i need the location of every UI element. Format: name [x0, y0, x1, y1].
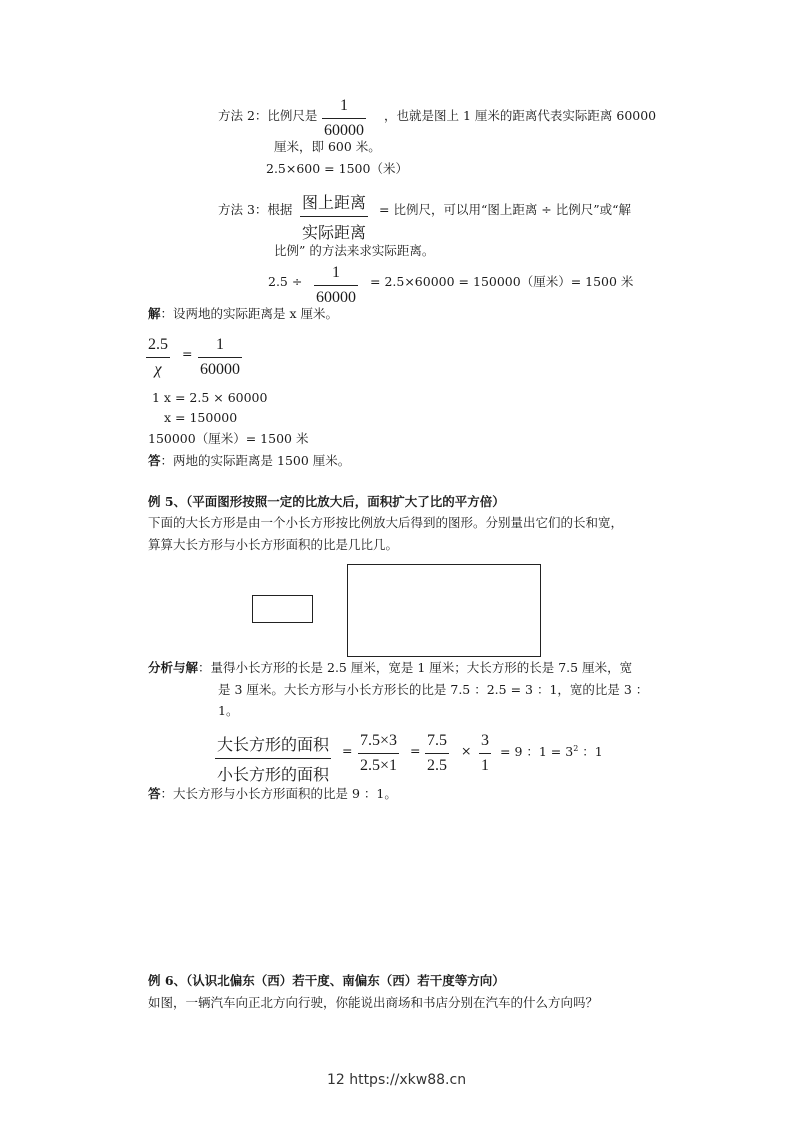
answer-text: ：大长方形与小长方形面积的比是 9 ：1。: [160, 786, 397, 801]
fraction-denominator: 60000: [324, 122, 364, 139]
fraction-numerator: 3: [479, 732, 491, 754]
analysis-text-1: ：量得小长方形的长是 2.5 厘米，宽是 1 厘米；大长方形的长是 7.5 厘米，宽: [198, 660, 633, 675]
equals-sign-1: =: [342, 743, 353, 758]
method2-continuation: 厘米，即 600 米。: [274, 139, 381, 154]
fraction-denominator: 60000: [316, 289, 356, 306]
fraction-denominator: 小长方形的面积: [217, 767, 330, 784]
area-ratio-fraction: [215, 732, 331, 785]
equation-line-3: 150000（厘米）= 1500 米: [148, 431, 309, 446]
method3-continuation: 比例” 的方法来求实际距离。: [274, 243, 435, 258]
method2-scale-fraction: [322, 97, 366, 140]
example5-description-1: 下面的大长方形是由一个小长方形按比例放大后得到的图形。分别量出它们的长和宽，: [148, 515, 624, 530]
page-footer: 12 https://xkw88.cn: [326, 1072, 467, 1088]
fraction-denominator: 实际距离: [302, 225, 367, 242]
result-exponent: 2: [573, 744, 579, 753]
equals-sign-2: =: [410, 743, 421, 758]
area-ratio-result: [500, 745, 603, 759]
answer-text: ：两地的实际距离是 1500 厘米。: [160, 453, 351, 468]
fraction-numerator: 大长方形的面积: [215, 732, 331, 759]
method3-calc-left: 2.5 ÷: [268, 274, 303, 289]
method3-calc-fraction: [314, 264, 358, 307]
example6-title: 例 6、（认识北偏东（西）若干度、南偏东（西）若干度等方向）: [148, 973, 505, 988]
fraction-numerator: 1: [198, 336, 242, 358]
fraction-numerator: 7.5×3: [358, 732, 399, 754]
method3-label: 方法 3：根据: [218, 202, 293, 217]
small-rectangle: [252, 595, 313, 623]
proportion-equals: =: [182, 346, 193, 361]
fraction-denominator: 1: [481, 757, 489, 774]
answer-1: [148, 455, 350, 468]
fraction-denominator: 2.5×1: [360, 757, 398, 774]
method3-explanation: = 比例尺，可以用“图上距离 ÷ 比例尺”或“解: [379, 202, 632, 217]
fraction-numerator: 1: [322, 97, 366, 119]
fraction-numerator: 2.5: [146, 336, 170, 358]
solution-label: 解: [148, 306, 161, 321]
fraction-denominator: 60000: [200, 361, 240, 378]
method2-calculation: 2.5×600 = 1500（米）: [266, 161, 408, 176]
method2-explanation: ，也就是图上 1 厘米的距离代表实际距离 60000: [384, 108, 657, 123]
result-suffix: ：1: [582, 744, 603, 760]
equation-line-2: x = 150000: [164, 410, 238, 425]
example6-description: 如图，一辆汽车向正北方向行驶，你能说出商场和书店分别在汽车的什么方向吗？: [148, 995, 599, 1010]
length-ratio-fraction: [425, 732, 449, 775]
method2-label: 方法 2：比例尺是: [218, 108, 318, 123]
analysis-line-2: 是 3 厘米。大长方形与小长方形长的比是 7.5 ：2.5 = 3 ：1，宽的比是 3 ：: [218, 682, 649, 697]
result-prefix: = 9 ：1 = 3: [500, 744, 574, 760]
method3-calc-right: = 2.5×60000 = 150000（厘米）= 1500 米: [370, 274, 634, 289]
solution-statement: ：设两地的实际距离是 x 厘米。: [160, 306, 339, 321]
solution-text: [148, 308, 338, 321]
fraction-denominator: χ: [154, 361, 162, 378]
fraction-denominator: 2.5: [427, 757, 447, 774]
analysis-line-3: 1。: [218, 703, 239, 718]
answer-label: 答: [148, 786, 161, 801]
analysis-line-1: [148, 662, 632, 675]
fraction-numerator: 1: [314, 264, 358, 286]
fraction-numerator: 图上距离: [300, 190, 368, 217]
answer-label: 答: [148, 453, 161, 468]
large-rectangle: [347, 564, 541, 657]
method3-ratio-fraction: [300, 190, 368, 243]
product-fraction: [358, 732, 399, 775]
example5-title: 例 5、（平面图形按照一定的比放大后，面积扩大了比的平方倍）: [148, 494, 505, 509]
width-ratio-fraction: [479, 732, 491, 775]
example5-description-2: 算算大长方形与小长方形面积的比是几比几。: [148, 537, 399, 552]
analysis-label: 分析与解: [148, 660, 199, 675]
answer-2: [148, 788, 397, 801]
proportion-left-fraction: [146, 336, 170, 379]
fraction-numerator: 7.5: [425, 732, 449, 754]
equation-line-1: 1 x = 2.5 × 60000: [152, 390, 268, 405]
times-sign: ×: [461, 743, 472, 758]
proportion-right-fraction: [198, 336, 242, 379]
